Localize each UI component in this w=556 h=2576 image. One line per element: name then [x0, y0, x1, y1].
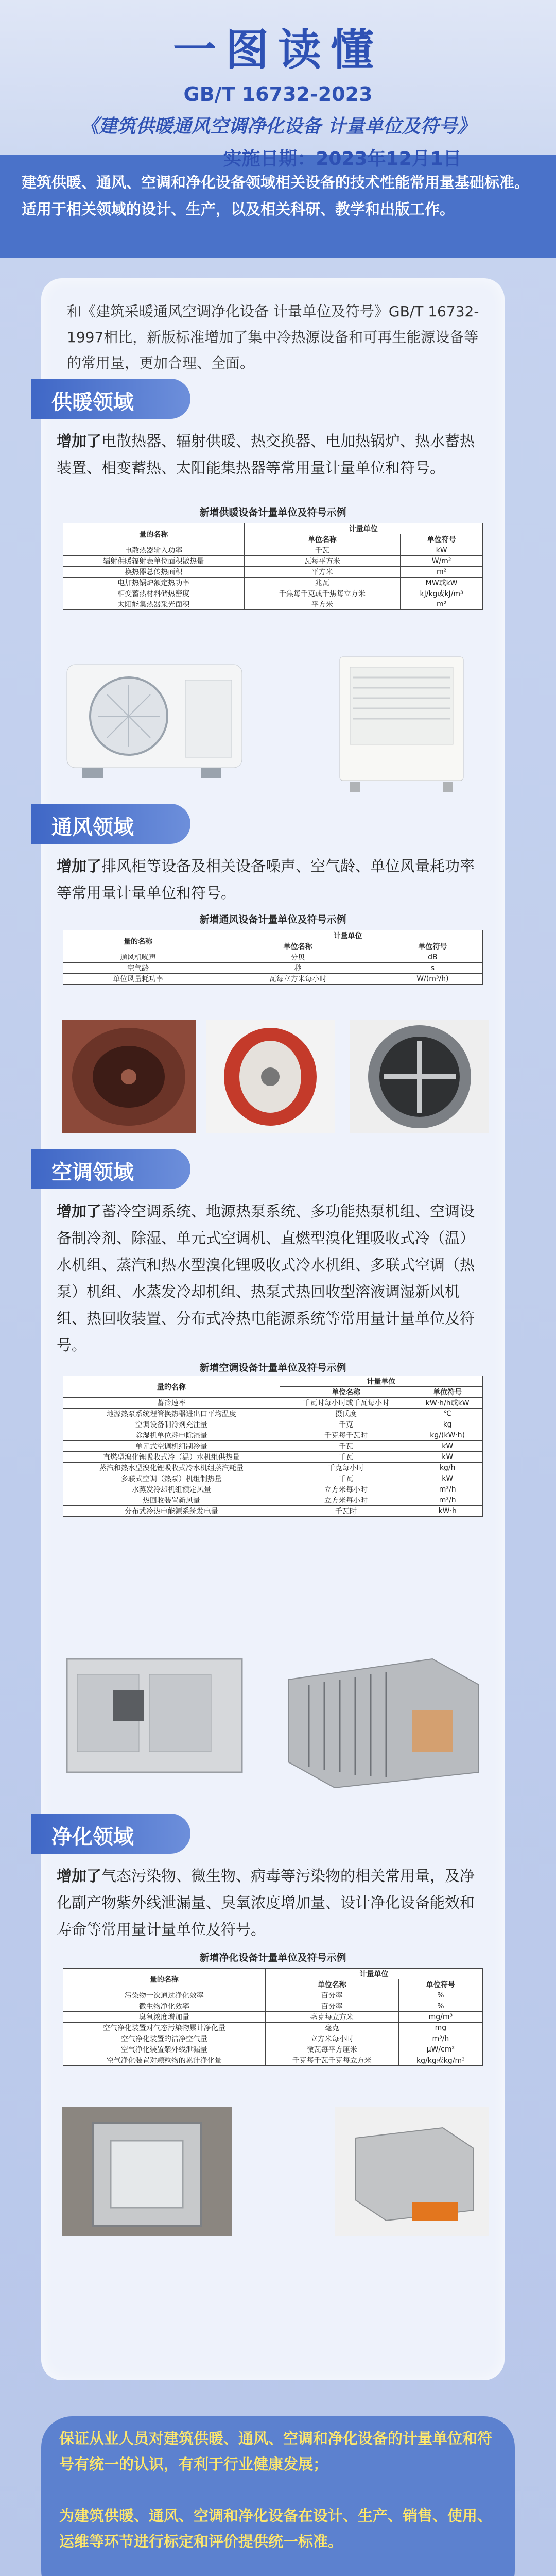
col-unit-symbol-header: 单位符号 [383, 941, 482, 952]
purification-paragraph [57, 1862, 489, 1943]
table-cell: 瓦每立方米每小时 [213, 974, 383, 985]
table-cell: 分贝 [213, 952, 383, 963]
table-cell: 千克每小时 [280, 1463, 412, 1473]
pass-box-image [62, 2107, 232, 2236]
bold-lead: 增加了 [57, 1867, 102, 1885]
table-row [63, 1430, 483, 1441]
table-cell: 多联式空调（热泵）机组制热量 [63, 1473, 280, 1484]
table-cell: 电加热锅炉额定热功率 [63, 578, 245, 588]
table-title: 新增空调设备计量单位及符号示例 [199, 1362, 346, 1374]
col-unit-symbol-header: 单位符号 [412, 1387, 483, 1398]
table-title: 新增净化设备计量单位及符号示例 [199, 1952, 346, 1963]
content-card [41, 278, 505, 2380]
table-row [63, 1506, 483, 1517]
col-name-header: 量的名称 [63, 1376, 280, 1398]
purifier-module-image [335, 2107, 489, 2236]
effective-date: 实施日期：2023年12月1日 [223, 148, 462, 170]
table-cell: 分布式冷热电能源系统发电量 [63, 1506, 280, 1517]
table-cell: % [398, 2001, 482, 2012]
table-cell: 空调设备制冷剂充注量 [63, 1419, 280, 1430]
table-cell: 千克每千瓦时 [280, 1430, 412, 1441]
section-heading-ac [31, 1149, 190, 1189]
table-row [63, 2001, 483, 2012]
table-cell: 百分率 [265, 2001, 398, 2012]
table-cell: 臭氧浓度增加量 [63, 2012, 266, 2023]
table-row [63, 1990, 483, 2001]
table-cell: mg [398, 2023, 482, 2033]
col-unit-header: 计量单位 [265, 1969, 482, 1979]
table-row [63, 1398, 483, 1409]
table-cell: 水蒸发冷却机组额定风量 [63, 1484, 280, 1495]
table-cell: 空气净化装置对颗粒物的累计净化量 [63, 2055, 266, 2066]
col-unit-header: 计量单位 [213, 930, 483, 941]
table-cell: 单元式空调机组制冷量 [63, 1441, 280, 1452]
table-cell: 单位风量耗功率 [63, 974, 213, 985]
table-cell: MW或kW [401, 578, 483, 588]
table-cell: 千瓦时 [280, 1506, 412, 1517]
col-name-header: 量的名称 [63, 930, 213, 952]
table-row [63, 2055, 483, 2066]
table-cell: 相变蓄热材料储热密度 [63, 588, 245, 599]
table-cell: 立方米每小时 [265, 2033, 398, 2044]
outdoor-unit-image [62, 649, 257, 788]
section-title: 通风领域 [51, 816, 134, 839]
table-cell: 兆瓦 [244, 578, 401, 588]
table-cell: 千克 [280, 1419, 412, 1430]
air-handling-unit-image [57, 1638, 257, 1793]
table-cell: 千瓦 [280, 1441, 412, 1452]
table-cell: 通风机噪声 [63, 952, 213, 963]
table-cell: 换热器总传热面积 [63, 567, 245, 578]
bold-lead: 增加了 [57, 857, 102, 875]
table-row [63, 952, 483, 963]
table-cell: 地源热泵系统埋管换热器进出口平均温度 [63, 1409, 280, 1419]
table-cell: m² [401, 599, 483, 610]
table-cell: 空气龄 [63, 963, 213, 974]
section-title: 空调领域 [51, 1161, 134, 1184]
table-row [63, 1463, 483, 1473]
table-cell: m² [401, 567, 483, 578]
table-cell: s [383, 963, 482, 974]
table-cell: 直燃型溴化锂吸收式冷（温）水机组供热量 [63, 1452, 280, 1463]
table-cell: 微瓦每平方厘米 [265, 2044, 398, 2055]
table-row [63, 578, 483, 588]
table-cell: % [398, 1990, 482, 2001]
table-cell: 千瓦 [280, 1473, 412, 1484]
table-row [63, 1419, 483, 1430]
table-cell: kJ/kg或kJ/m³ [401, 588, 483, 599]
table-cell: W/m² [401, 556, 483, 567]
table-row [63, 2023, 483, 2033]
paragraph-text: 电散热器、辐射供暖、热交换器、电加热锅炉、热水蓄热装置、相变蓄热、太阳能集热器等常用量计量单位和符号。 [57, 432, 475, 477]
table-row [63, 599, 483, 610]
header [0, 0, 556, 170]
table-cell: mg/m³ [398, 2012, 482, 2023]
summary-line-2: 为建筑供暖、通风、空调和净化设备在设计、生产、销售、使用、运维等环节进行标定和评价提供统一标准。 [59, 2507, 493, 2550]
summary-panel [41, 2416, 515, 2576]
table-row [63, 1441, 483, 1452]
table-cell: 千瓦 [244, 545, 401, 556]
table-cell: 空气净化装置对气态污染物累计净化量 [63, 2023, 266, 2033]
table-cell: μW/cm² [398, 2044, 482, 2055]
fan-image-duct [350, 1020, 489, 1133]
heating-paragraph [57, 428, 489, 481]
table-row [63, 588, 483, 599]
table-cell: 电散热器输入功率 [63, 545, 245, 556]
heating-table [63, 523, 483, 610]
table-row [63, 2012, 483, 2023]
table-row [63, 1452, 483, 1463]
table-cell: 蓄冷速率 [63, 1398, 280, 1409]
purification-table [63, 1968, 483, 2066]
table-cell: kW [412, 1473, 483, 1484]
col-name-header: 量的名称 [63, 1969, 266, 1990]
bold-lead: 增加了 [57, 1202, 102, 1220]
table-cell: kg [412, 1419, 483, 1430]
table-cell: kg/kg或kg/m³ [398, 2055, 482, 2066]
table-cell: kW·h/h或kW [412, 1398, 483, 1409]
paragraph-text: 气态污染物、微生物、病毒等污染物的相关常用量，及净化副产物紫外线泄漏量、臭氧浓度增加量、设计净化设备能效和寿命等常用量计量单位及符号。 [57, 1867, 475, 1938]
table-cell: kW [401, 545, 483, 556]
table-cell: 千瓦时每小时或千瓦每小时 [280, 1398, 412, 1409]
table-row [63, 556, 483, 567]
table-cell: kg/(kW·h) [412, 1430, 483, 1441]
table-row [63, 1409, 483, 1419]
section-title: 供暖领域 [51, 391, 134, 414]
table-cell: 空气净化装置紫外线泄漏量 [63, 2044, 266, 2055]
bold-lead: 增加了 [57, 432, 102, 450]
table-row [63, 567, 483, 578]
standard-name: 《建筑供暖通风空调净化设备 计量单位及符号》 [80, 116, 476, 137]
table-row [63, 963, 483, 974]
table-cell: 秒 [213, 963, 383, 974]
table-cell: 平方米 [244, 599, 401, 610]
table-cell: 毫克每立方米 [265, 2012, 398, 2023]
table-cell: m³/h [398, 2033, 482, 2044]
table-cell: 百分率 [265, 1990, 398, 2001]
table-cell: kW [412, 1441, 483, 1452]
table-row [63, 1495, 483, 1506]
col-unit-name-header: 单位名称 [280, 1387, 412, 1398]
table-cell: 瓦每平方米 [244, 556, 401, 567]
table-cell: kW·h [412, 1506, 483, 1517]
table-cell: 空气净化装置的洁净空气量 [63, 2033, 266, 2044]
table-cell: 毫克 [265, 2023, 398, 2033]
standard-number: GB/T 16732-2023 [183, 83, 373, 106]
paragraph-text: 排风柜等设备及相关设备噪声、空气龄、单位风量耗功率等常用量计量单位和符号。 [57, 857, 475, 902]
table-row [63, 1484, 483, 1495]
page-title: 一图读懂 [172, 25, 383, 75]
fan-image-axial [206, 1020, 335, 1133]
table-cell: 污染物一次通过净化效率 [63, 1990, 266, 2001]
col-unit-name-header: 单位名称 [213, 941, 383, 952]
intro-banner: 建筑供暖、通风、空调和净化设备领域相关设备的技术性能常用量基础标准。适用于相关领域的设计、生产，以及相关科研、教学和出版工作。 [0, 155, 556, 258]
table-cell: 千瓦 [280, 1452, 412, 1463]
table-cell: 蒸汽和热水型溴化锂吸收式冷水机组蒸汽耗量 [63, 1463, 280, 1473]
ventilation-paragraph [57, 853, 489, 906]
col-name-header: 量的名称 [63, 523, 245, 545]
ventilation-table [63, 930, 483, 985]
col-unit-header: 计量单位 [244, 523, 482, 534]
table-cell: dB [383, 952, 482, 963]
table-row [63, 974, 483, 985]
section-title: 净化领域 [51, 1825, 134, 1849]
table-cell: ℃ [412, 1409, 483, 1419]
table-cell: 千克每千瓦千克每立方米 [265, 2055, 398, 2066]
table-row [63, 545, 483, 556]
table-cell: kg/h [412, 1463, 483, 1473]
table-cell: 除湿机单位耗电除湿量 [63, 1430, 280, 1441]
section-heading-heating [31, 379, 190, 419]
table-row [63, 2044, 483, 2055]
summary-pill [41, 2416, 515, 2576]
heat-recovery-unit-image [278, 1638, 489, 1793]
col-unit-name-header: 单位名称 [244, 534, 401, 545]
table-cell: 太阳能集热器采光面积 [63, 599, 245, 610]
table-title: 新增供暖设备计量单位及符号示例 [199, 507, 346, 518]
col-unit-name-header: 单位名称 [265, 1979, 398, 1990]
table-cell: 平方米 [244, 567, 401, 578]
summary-line-1: 保证从业人员对建筑供暖、通风、空调和净化设备的计量单位和符号有统一的认识，有利于行业健康发展； [59, 2430, 493, 2473]
table-cell: 立方米每小时 [280, 1495, 412, 1506]
table-cell: m³/h [412, 1484, 483, 1495]
section-heading-purification [31, 1814, 190, 1854]
table-row [63, 1473, 483, 1484]
table-cell: 千焦每千克或千焦每立方米 [244, 588, 401, 599]
table-cell: kW [412, 1452, 483, 1463]
col-unit-header: 计量单位 [280, 1376, 482, 1387]
table-cell: 微生物净化效率 [63, 2001, 266, 2012]
paragraph-text: 蓄冷空调系统、地源热泵系统、多功能热泵机组、空调设备制冷剂、除湿、单元式空调机、直燃型溴化锂吸收式冷（温）水机组、蒸汽和热水型溴化锂吸收式冷水机组、多联式空调（热泵）机组、水蒸发冷却机组、热泵式热回收型溶液调湿新风机组、热回收装置、分布式冷热电能源系统等常用量计量单位及符号。 [57, 1202, 475, 1354]
section-heading-ventilation [31, 804, 190, 844]
table-cell: 立方米每小时 [280, 1484, 412, 1495]
ac-paragraph [57, 1198, 489, 1359]
table-cell: 热回收装置新风量 [63, 1495, 280, 1506]
col-unit-symbol-header: 单位符号 [398, 1979, 482, 1990]
col-unit-symbol-header: 单位符号 [401, 534, 483, 545]
lead-paragraph: 和《建筑采暖通风空调净化设备 计量单位及符号》GB/T 16732-1997相比，新版标准增加了集中冷热源设备和可再生能源设备等的常用量，更加合理、全面。 [67, 303, 479, 371]
fan-image-red [62, 1020, 196, 1133]
table-cell: 摄氏度 [280, 1409, 412, 1419]
ac-table [63, 1376, 483, 1517]
storage-heater-image [329, 647, 484, 796]
table-title: 新增通风设备计量单位及符号示例 [199, 914, 346, 925]
table-cell: m³/h [412, 1495, 483, 1506]
table-row [63, 2033, 483, 2044]
table-cell: W/(m³/h) [383, 974, 482, 985]
table-cell: 辐射供暖辐射表单位面积散热量 [63, 556, 245, 567]
